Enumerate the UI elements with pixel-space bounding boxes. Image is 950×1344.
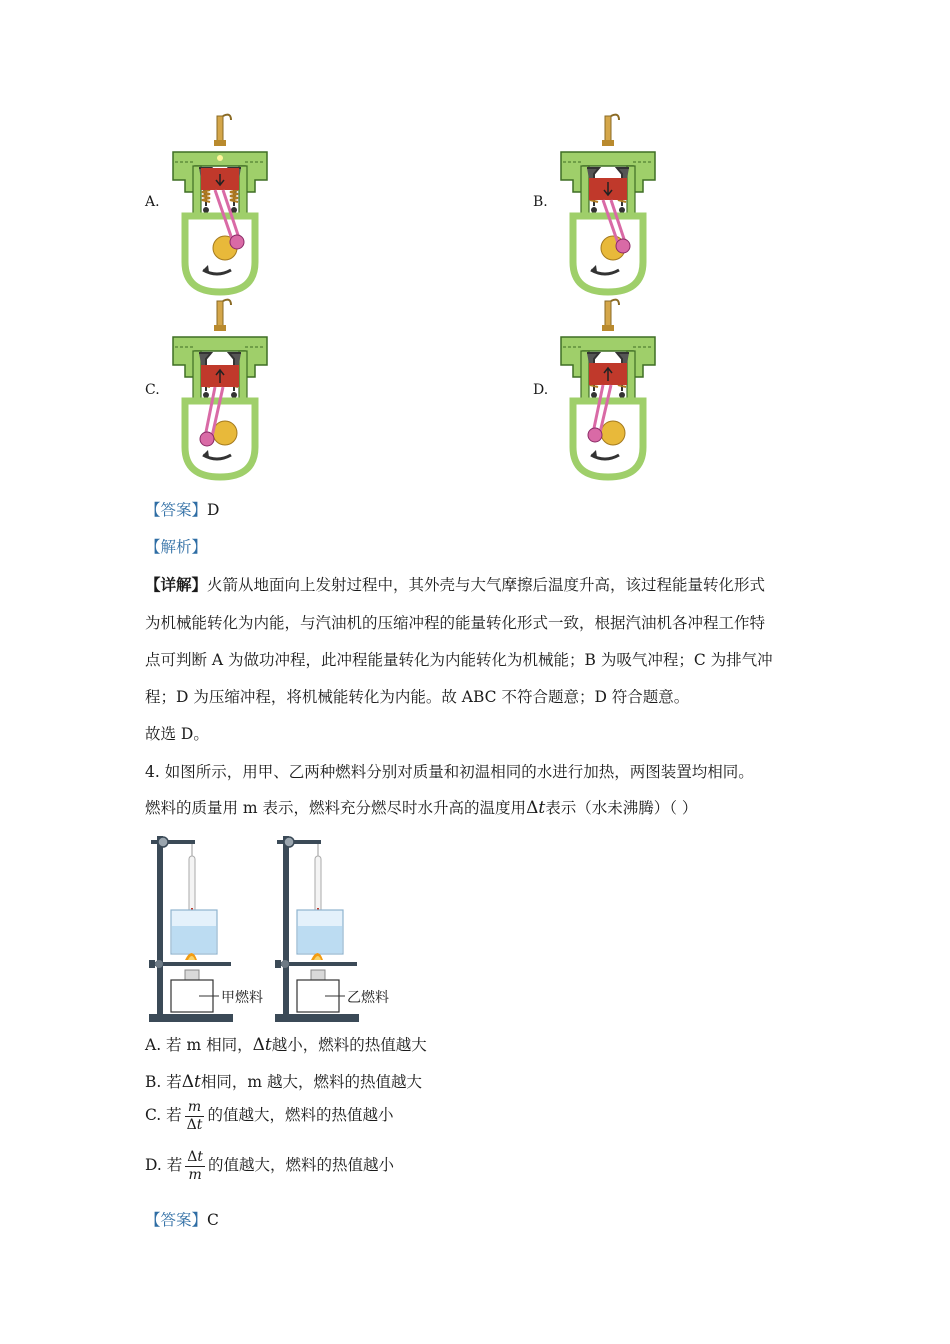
answer-value: D — [207, 501, 220, 519]
delta-t-symbol: Δt — [526, 798, 546, 818]
option-c-post: 的值越大，燃料的热值越小 — [207, 1106, 394, 1125]
q3-detail-line-2: 为机械能转化为内能，与汽油机的压缩冲程的能量转化形式一致，根据汽油机各冲程工作特 — [145, 614, 766, 632]
q4-option-b[interactable] — [145, 1070, 422, 1092]
q4-stem-line-1: 4. 如图所示，用甲、乙两种燃料分别对质量和初温相同的水进行加热，两图装置均相同。 — [145, 763, 754, 781]
q4-answer — [145, 1208, 219, 1230]
q4-stem-line-2 — [145, 796, 697, 818]
option-a-pre: A. 若 m 相同， — [145, 1036, 253, 1054]
q3-answer — [145, 498, 219, 520]
engine-option-d — [533, 303, 663, 478]
q3-analysis — [145, 535, 207, 557]
engine-option-a — [145, 118, 275, 293]
option-b-post: 相同，m 越大，燃料的热值越大 — [200, 1073, 423, 1091]
engine-option-c — [145, 303, 275, 478]
option-a-post: 越小，燃料的热值越大 — [271, 1036, 427, 1054]
stem-text-a: 燃料的质量用 m 表示，燃料充分燃尽时水升高的温度用 — [145, 799, 527, 817]
engine-diagram-d — [553, 307, 663, 477]
engine-diagram-b — [553, 122, 663, 292]
q3-detail-line-4: 程；D 为压缩冲程，将机械能转化为内能。故 ABC 不符合题意；D 符合题意。 — [145, 688, 690, 706]
fuel-label-a: 甲燃料 — [221, 990, 263, 1006]
option-label-d: D. — [533, 382, 549, 398]
fraction-delta-t-over-m: $\frac{\Delta t}{m}$ — [187, 1149, 203, 1183]
engine-diagram-c — [165, 307, 275, 477]
detail-tag: 【详解】 — [145, 575, 208, 594]
option-d-post: 的值越大，燃料的热值越小 — [208, 1156, 395, 1175]
q4-option-a[interactable] — [145, 1033, 427, 1055]
q4-option-c[interactable] — [145, 1100, 393, 1132]
q3-detail-line-1 — [145, 573, 765, 595]
option-label-a: A. — [145, 194, 160, 210]
spark-icon — [217, 155, 223, 161]
q3-conclusion: 故选 D。 — [145, 725, 209, 743]
q3-detail-line-3: 点可判断 A 为做功冲程，此冲程能量转化为内能转化为机械能；B 为吸气冲程；C 为排气冲 — [145, 651, 773, 669]
q4-option-d[interactable] — [145, 1150, 394, 1182]
detail-text-1: 火箭从地面向上发射过程中，其外壳与大气摩擦后温度升高，该过程能量转化形式 — [207, 576, 766, 594]
fraction-m-over-delta-t: $\frac{m}{\Delta t}$ — [186, 1099, 203, 1133]
engine-option-b — [533, 118, 663, 293]
delta-t-symbol: Δt — [181, 1072, 201, 1092]
fuel-label-b: 乙燃料 — [347, 990, 389, 1006]
option-d-pre: D. 若 — [145, 1156, 183, 1175]
option-label-b: B. — [533, 194, 548, 210]
option-b-pre: B. 若 — [145, 1073, 182, 1091]
answer-tag: 【答案】 — [145, 501, 208, 519]
stem-text-b: 表示（水未沸腾）（ ） — [545, 799, 698, 817]
analysis-tag: 【解析】 — [145, 538, 208, 556]
answer-value: C — [207, 1211, 219, 1229]
option-label-c: C. — [145, 382, 160, 398]
delta-t-symbol: Δt — [252, 1035, 272, 1055]
answer-tag: 【答案】 — [145, 1211, 208, 1229]
option-c-pre: C. 若 — [145, 1106, 182, 1125]
engine-diagram-a — [165, 122, 275, 292]
